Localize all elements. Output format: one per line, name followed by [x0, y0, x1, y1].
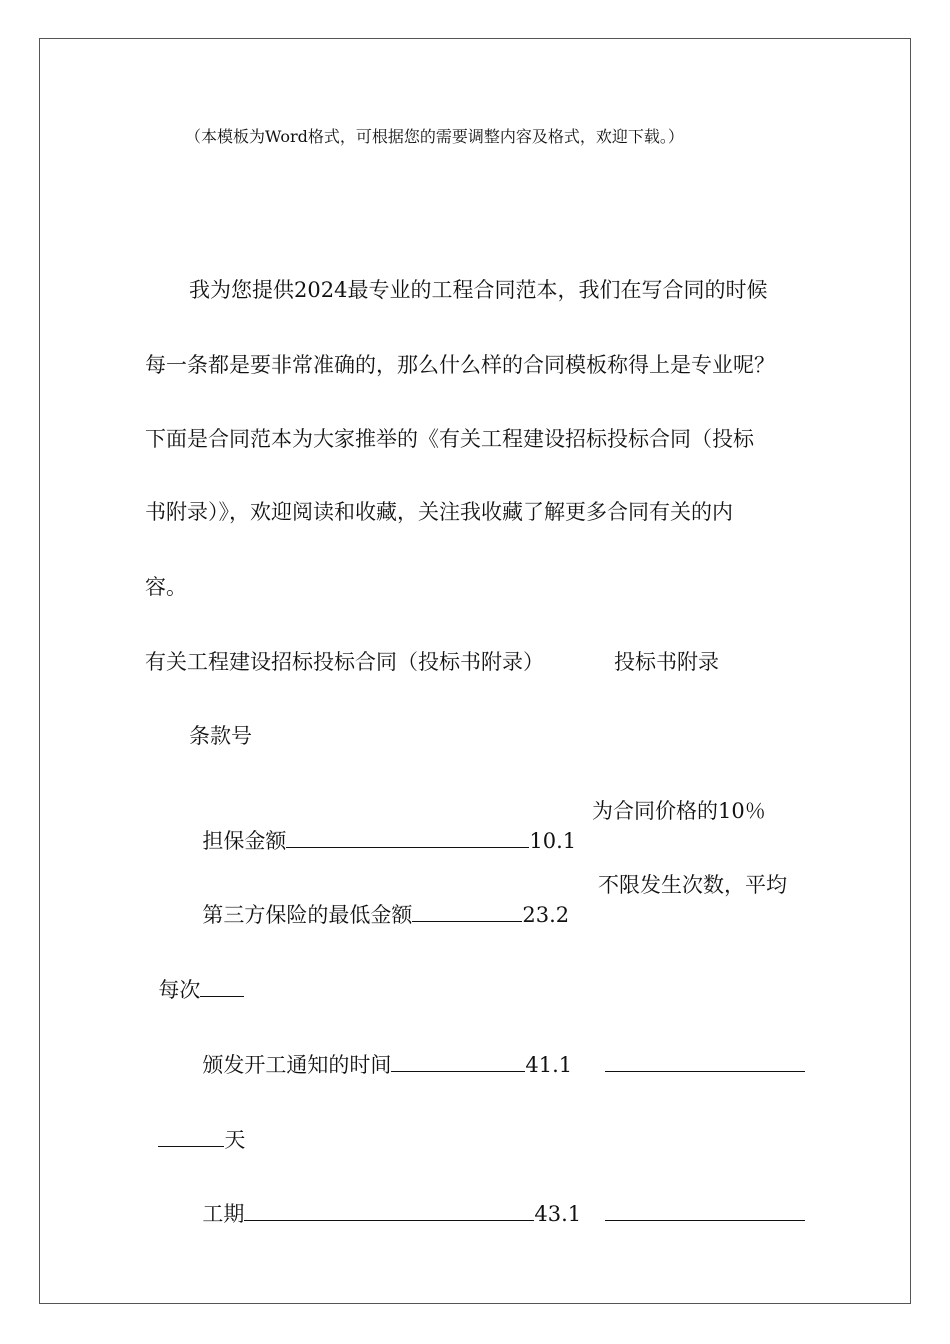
- row-label: 担保金额: [202, 829, 287, 853]
- clause-number: 10.1: [529, 829, 577, 853]
- intro-line-4: 书附录）》，欢迎阅读和收藏，关注我收藏了解更多合同有关的内: [145, 500, 733, 524]
- row-label: 第三方保险的最低金额: [202, 903, 413, 927]
- row-construction-period: [189, 1169, 581, 1229]
- clause-number: 43.1: [534, 1202, 582, 1226]
- row-value: 不限发生次数，平均: [598, 873, 787, 897]
- fill-blank: [412, 901, 522, 922]
- fill-blank: [200, 976, 244, 997]
- fill-blank: [605, 1200, 805, 1221]
- unit-label: 天: [224, 1128, 246, 1152]
- intro-line-3: 下面是合同范本为大家推举的《有关工程建设招标投标合同（投标: [145, 427, 754, 451]
- template-notice: （本模板为Word格式，可根据您的需要调整内容及格式，欢迎下载。）: [185, 127, 684, 146]
- row-value: 为合同价格的10％: [592, 799, 766, 823]
- fill-blank: [391, 1051, 525, 1072]
- fill-blank: [244, 1200, 534, 1221]
- intro-line-1: 我为您提供2024最专业的工程合同范本，我们在写合同的时候: [189, 278, 768, 302]
- row-commencement-notice: [189, 1020, 572, 1080]
- clause-header: 条款号: [189, 724, 252, 748]
- clause-number: 41.1: [525, 1053, 573, 1077]
- row-value-blank: [592, 1020, 805, 1080]
- intro-line-2: 每一条都是要非常准确的，那么什么样的合同模板称得上是专业呢？: [145, 353, 775, 377]
- continuation-label: 每次: [158, 978, 201, 1002]
- row-continuation: [145, 945, 244, 1005]
- fill-blank: [605, 1051, 805, 1072]
- row-label: 工期: [202, 1202, 245, 1226]
- row-guarantee-amount: [189, 796, 576, 856]
- row-third-party-insurance: [189, 870, 569, 930]
- intro-line-5: 容。: [145, 575, 187, 599]
- clause-number: 23.2: [522, 903, 570, 927]
- row-value-blank: [592, 1169, 805, 1229]
- row-continuation: [145, 1095, 245, 1155]
- fill-blank: [158, 1126, 224, 1147]
- section-subtitle: 投标书附录: [614, 650, 719, 674]
- row-label: 颁发开工通知的时间: [202, 1053, 392, 1077]
- section-title: 有关工程建设招标投标合同（投标书附录）: [145, 650, 544, 674]
- fill-blank: [286, 827, 529, 848]
